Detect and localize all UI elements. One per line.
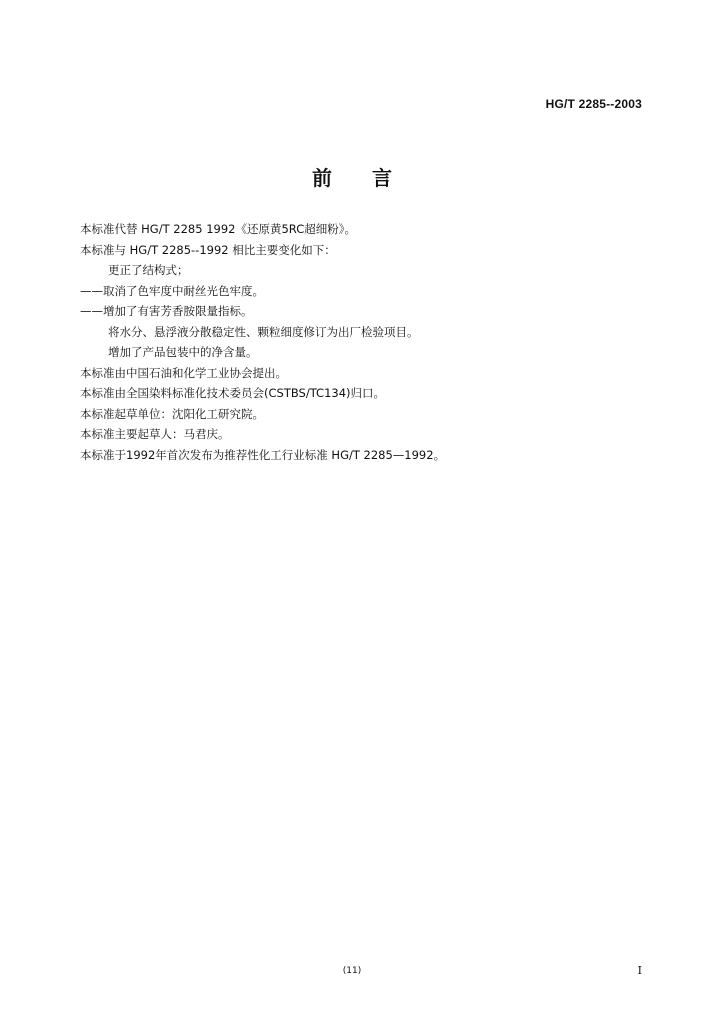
body-line: 本标准主要起草人：马君庆。 bbox=[80, 427, 230, 441]
body-line: 本标准与 HG/T 2285--1992 相比主要变化如下： bbox=[80, 242, 336, 257]
body-line: ——增加了有害芳香胺限量指标。 bbox=[80, 304, 253, 318]
page-title: 前言 bbox=[312, 166, 432, 190]
foreword-body bbox=[80, 219, 660, 465]
body-line: 更正了结构式； bbox=[108, 263, 189, 277]
body-line: ——取消了色牢度中耐丝光色牢度。 bbox=[80, 283, 264, 298]
body-line: 本标准由全国染料标准化技术委员会(CSTBS/TC134)归口。 bbox=[80, 386, 386, 400]
body-line: 本标准由中国石油和化学工业协会提出。 bbox=[80, 365, 287, 380]
page-number: (11) bbox=[342, 966, 362, 976]
body-line: 本标准代替 HG/T 2285 1992《还原黄5RC超细粉》。 bbox=[80, 222, 356, 236]
body-line: 本标准起草单位：沈阳化工研究院。 bbox=[80, 406, 264, 421]
body-line: 本标准于1992年首次发布为推荐性化工行业标准 HG/T 2285—1992。 bbox=[80, 447, 446, 462]
document-code: HG/T 2285--2003 bbox=[545, 97, 642, 111]
body-line: 将水分、悬浮液分散稳定性、颗粒细度修订为出厂检验项目。 bbox=[108, 324, 419, 339]
body-line: 增加了产品包装中的净含量。 bbox=[108, 345, 258, 359]
roman-page-number: I bbox=[637, 964, 642, 977]
